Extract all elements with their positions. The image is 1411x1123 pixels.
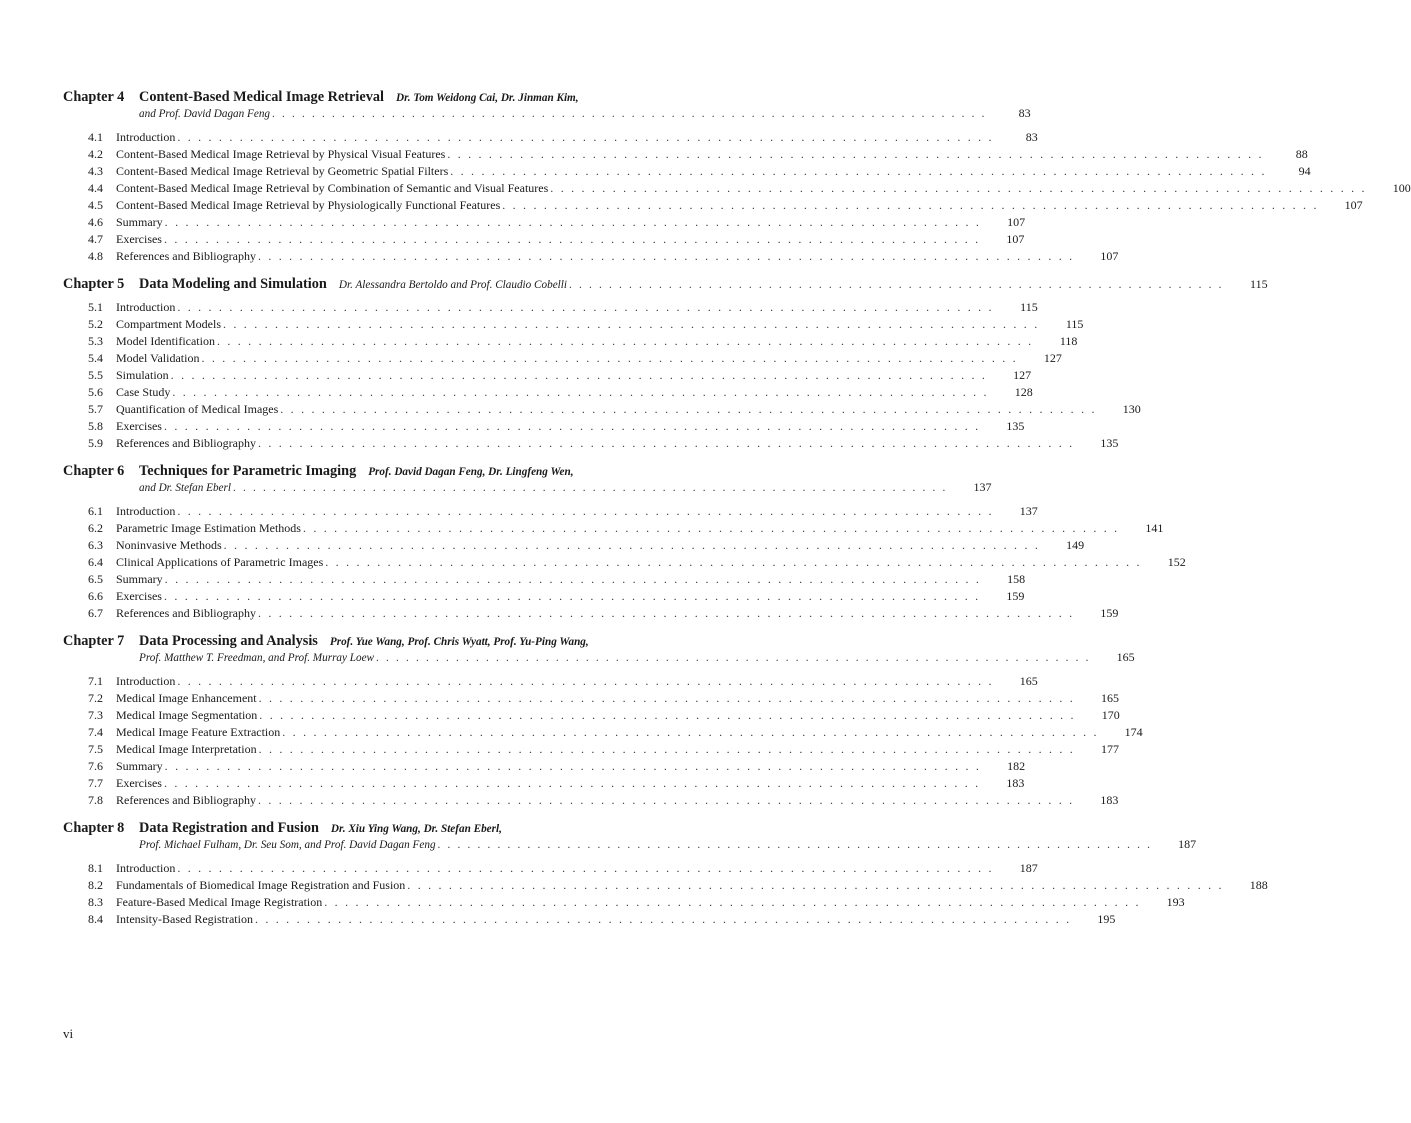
section-number: 4.3 [88, 164, 103, 178]
section-title: References and Bibliography [116, 606, 256, 620]
chapter-authors: Dr. Alessandra Bertoldo and Prof. Claudio Cobelli [338, 279, 567, 291]
toc-entry[interactable] [63, 198, 1363, 215]
dot-leader: . . . . . . . . . . . . . . . . . . . . . . . . . . . . . . . . . . . . . . . . . . . . . . . . . . . . . . . . . . . . . . . . . . . . . . . . . . . . . . . [450, 164, 1267, 178]
dot-leader: . . . . . . . . . . . . . . . . . . . . . . . . . . . . . . . . . . . . . . . . . . . . . . . . . . . . . . . . . . . . . . . . . . . . . . . . . . . . . . . [177, 300, 994, 314]
section-title: Introduction [116, 130, 176, 144]
chapter-label: Chapter 7 [63, 633, 125, 649]
chapter-page: 137 [973, 480, 992, 494]
chapter-8 [63, 820, 1268, 929]
section-title: Noninvasive Methods [116, 538, 222, 552]
section-title: Fundamentals of Biomedical Image Registration and Fusion [116, 878, 406, 892]
section-page: 177 [1101, 742, 1120, 756]
dot-leader: . . . . . . . . . . . . . . . . . . . . . . . . . . . . . . . . . . . . . . . . . . . . . . . . . . . . . . . . . . . . . . . . . . . . . . . . [272, 108, 987, 120]
section-page: 135 [1006, 419, 1025, 433]
section-number: 8.1 [88, 861, 103, 875]
dot-leader: . . . . . . . . . . . . . . . . . . . . . . . . . . . . . . . . . . . . . . . . . . . . . . . . . . . . . . . . . . . . . . . . . . . . . . . . . . . . . . . [259, 708, 1076, 722]
section-page: 170 [1101, 708, 1120, 722]
section-title: Introduction [116, 504, 176, 518]
dot-leader: . . . . . . . . . . . . . . . . . . . . . . . . . . . . . . . . . . . . . . . . . . . . . . . . . . . . . . . . . . . . . . . . . . . . . . . . . . . . . . . [502, 198, 1319, 212]
chapter-7 [63, 633, 1143, 810]
section-title: Exercises [116, 589, 162, 603]
section-title: Content-Based Medical Image Retrieval by Physiologically Functional Features [116, 198, 501, 212]
chapter-heading [63, 89, 753, 106]
section-title: Case Study [116, 385, 171, 399]
dot-leader: . . . . . . . . . . . . . . . . . . . . . . . . . . . . . . . . . . . . . . . . . . . . . . . . . . . . . . . . . . . . . . . . . . . . . . . . [232, 482, 948, 494]
section-page: 107 [1007, 215, 1026, 229]
section-page: 159 [1100, 606, 1119, 620]
section-title: Summary [116, 759, 163, 773]
dot-leader: . . . . . . . . . . . . . . . . . . . . . . . . . . . . . . . . . . . . . . . . . . . . . . . . . . . . . . . . . . . . . . . . . . . . . . . . . . . . . . . [257, 793, 1075, 807]
section-title: Medical Image Feature Extraction [116, 725, 281, 739]
chapter-label: Chapter 6 [63, 463, 125, 479]
toc-entry[interactable] [63, 164, 1311, 181]
toc-entry[interactable] [63, 878, 1268, 895]
section-title: Model Identification [116, 334, 215, 348]
toc-entry[interactable] [63, 232, 1025, 249]
chapter-title: Data Registration and Fusion Dr. Xiu Ying Wang, Dr. Stefan Eberl, [139, 820, 502, 836]
dot-leader: . . . . . . . . . . . . . . . . . . . . . . . . . . . . . . . . . . . . . . . . . . . . . . . . . . . . . . . . . . . . . . . . . . . . . . . . [376, 652, 1091, 664]
dot-leader: . . . . . . . . . . . . . . . . . . . . . . . . . . . . . . . . . . . . . . . . . . . . . . . . . . . . . . . . . . . . . . . . . . . . . . . . . . . . . . . [257, 436, 1075, 450]
chapter-page: 165 [1116, 650, 1135, 664]
section-number: 8.2 [88, 878, 103, 892]
dot-leader: . . . . . . . . . . . . . . . . . . . . . . . . . . . . . . . . . . . . . . . . . . . . . . . . . . . . . . . . . . . . . . . . . . . . . . . . . . . . . . . [177, 130, 994, 144]
section-number: 5.1 [88, 300, 103, 314]
dot-leader: . . . . . . . . . . . . . . . . . . . . . . . . . . . . . . . . . . . . . . . . . . . . . . . . . . . . . . . . . . . . . . . . . . . . . . . . . . . . . . . [164, 572, 982, 586]
section-page: 107 [1344, 198, 1363, 212]
toc-entry[interactable] [63, 912, 1116, 929]
toc-entry[interactable] [63, 351, 1062, 368]
section-number: 4.8 [88, 249, 103, 263]
section-page: 127 [1013, 368, 1032, 382]
section-number: 4.5 [88, 198, 103, 212]
dot-leader: . . . . . . . . . . . . . . . . . . . . . . . . . . . . . . . . . . . . . . . . . . . . . . . . . . . . . . . . . . . . . . . . . . . . . . . . . . . . . . . [170, 368, 988, 382]
dot-leader: . . . . . . . . . . . . . . . . . . . . . . . . . . . . . . . . . . . . . . . . . . . . . . . . . . . . . . . . . . . . . . . . . . . . . . . . . . . . . . . [407, 878, 1224, 892]
dot-leader: . . . . . . . . . . . . . . . . . . . . . . . . . . . . . . . . . . . . . . . . . . . . . . . . . . . . . . . . . . . . . . . . . . . . . . . . . . . . . . . [163, 419, 981, 433]
toc-entry[interactable] [63, 691, 1120, 708]
section-page: 94 [1298, 164, 1311, 178]
dot-leader: . . . . . . . . . . . . . . . . . . . . . . . . . . . . . . . . . . . . . . . . . . . . . . . . . . . . . . . . . . . . . . . . . . . . . . . . . . . . . . . [258, 742, 1076, 756]
toc-entry[interactable] [63, 436, 1119, 453]
chapter-6 [63, 463, 1186, 623]
dot-leader: . . . . . . . . . . . . . . . . . . . . . . . . . . . . . . . . . . . . . . . . . . . . . . . . . . . . . . . . . . . . . . . . . . . . . . . . . . . . . . . [254, 912, 1072, 926]
section-title: Introduction [116, 674, 176, 688]
section-page: 128 [1014, 385, 1033, 399]
section-title: Parametric Image Estimation Methods [116, 521, 301, 535]
section-number: 6.1 [88, 504, 103, 518]
section-number: 4.6 [88, 215, 103, 229]
dot-leader: . . . . . . . . . . . . . . . . . . . . . . . . . . . . . . . . . . . . . . . . . . . . . . . . . . . . . . . . . . . . . . . . . . [569, 279, 1224, 291]
section-list [63, 130, 1411, 266]
section-title: Exercises [116, 232, 162, 246]
section-page: 188 [1249, 878, 1268, 892]
section-number: 8.4 [88, 912, 103, 926]
toc-entry[interactable] [63, 130, 1038, 147]
toc-entry[interactable] [63, 759, 1026, 776]
toc-entry[interactable] [63, 368, 1032, 385]
section-title: References and Bibliography [116, 436, 256, 450]
toc-entry[interactable] [63, 861, 1038, 878]
dot-leader: . . . . . . . . . . . . . . . . . . . . . . . . . . . . . . . . . . . . . . . . . . . . . . . . . . . . . . . . . . . . . . . . . . . . . . . . . . . . . . . [177, 674, 994, 688]
dot-leader: . . . . . . . . . . . . . . . . . . . . . . . . . . . . . . . . . . . . . . . . . . . . . . . . . . . . . . . . . . . . . . . . . . . . . . . . . . . . . . . [163, 232, 981, 246]
chapter-page: 187 [1178, 837, 1197, 851]
section-number: 7.5 [88, 742, 103, 756]
section-number: 6.7 [88, 606, 103, 620]
chapter-label: Chapter 8 [63, 820, 125, 836]
section-number: 6.2 [88, 521, 103, 535]
chapter-authors-cont: Prof. Michael Fulham, Dr. Seu Som, and Prof. David Dagan Feng [139, 839, 436, 851]
section-page: 83 [1025, 130, 1038, 144]
section-page: 107 [1100, 249, 1119, 263]
toc-entry[interactable] [63, 725, 1143, 742]
toc-entry[interactable] [63, 215, 1026, 232]
section-page: 152 [1167, 555, 1186, 569]
section-title: Medical Image Segmentation [116, 708, 258, 722]
section-number: 6.4 [88, 555, 103, 569]
section-page: 149 [1066, 538, 1085, 552]
section-number: 5.5 [88, 368, 103, 382]
chapter-authors: Prof. Yue Wang, Prof. Chris Wyatt, Prof. Yu-Ping Wang, [329, 636, 589, 648]
section-page: 165 [1101, 691, 1120, 705]
chapter-authors-line [139, 480, 992, 497]
section-page: 115 [1020, 300, 1038, 314]
section-title: Clinical Applications of Parametric Images [116, 555, 324, 569]
section-title: Medical Image Interpretation [116, 742, 257, 756]
chapter-title: Content-Based Medical Image Retrieval Dr. Tom Weidong Cai, Dr. Jinman Kim, [139, 89, 579, 105]
dot-leader: . . . . . . . . . . . . . . . . . . . . . . . . . . . . . . . . . . . . . . . . . . . . . . . . . . . . . . . . . . . . . . . . . . . . . . . . . . . . . . . [550, 181, 1367, 195]
toc-entry[interactable] [63, 793, 1119, 810]
section-title: Exercises [116, 776, 162, 790]
toc-entry[interactable] [63, 385, 1033, 402]
section-list [63, 674, 1143, 810]
chapter-page: 83 [1018, 106, 1031, 120]
dot-leader: . . . . . . . . . . . . . . . . . . . . . . . . . . . . . . . . . . . . . . . . . . . . . . . . . . . . . . . . . . . . . . . . . . . . . . . . . . . . . . . [223, 317, 1040, 331]
section-number: 7.2 [88, 691, 103, 705]
toc-entry[interactable] [63, 708, 1120, 725]
toc-entry[interactable] [63, 538, 1085, 555]
section-title: Content-Based Medical Image Retrieval by Combination of Semantic and Visual Features [116, 181, 549, 195]
dot-leader: . . . . . . . . . . . . . . . . . . . . . . . . . . . . . . . . . . . . . . . . . . . . . . . . . . . . . . . . . . . . . . . . . . . . . . . . . . . . . . . [164, 215, 982, 229]
section-page: 88 [1295, 147, 1308, 161]
section-number: 7.6 [88, 759, 103, 773]
section-number: 5.3 [88, 334, 103, 348]
section-number: 7.8 [88, 793, 103, 807]
section-list [63, 300, 1141, 453]
chapter-authors: Prof. David Dagan Feng, Dr. Lingfeng Wen, [368, 466, 574, 478]
section-number: 7.4 [88, 725, 103, 739]
section-number: 4.2 [88, 147, 103, 161]
chapter-authors-cont: and Dr. Stefan Eberl [139, 482, 231, 494]
section-number: 6.5 [88, 572, 103, 586]
toc-entry[interactable] [63, 674, 1038, 691]
dot-leader: . . . . . . . . . . . . . . . . . . . . . . . . . . . . . . . . . . . . . . . . . . . . . . . . . . . . . . . . . . . . . . . . . . . . . . . . . . . . . . . [280, 402, 1097, 416]
section-title: Model Validation [116, 351, 200, 365]
dot-leader: . . . . . . . . . . . . . . . . . . . . . . . . . . . . . . . . . . . . . . . . . . . . . . . . . . . . . . . . . . . . . . . . . . . . . . . . . . . . . . . [257, 249, 1075, 263]
section-page: 165 [1019, 674, 1038, 688]
toc-entry[interactable] [63, 249, 1119, 266]
section-title: Content-Based Medical Image Retrieval by Physical Visual Features [116, 147, 446, 161]
section-title: Summary [116, 572, 163, 586]
toc-entry[interactable] [63, 606, 1119, 623]
chapter-authors-line [139, 650, 1135, 667]
section-number: 5.2 [88, 317, 103, 331]
dot-leader: . . . . . . . . . . . . . . . . . . . . . . . . . . . . . . . . . . . . . . . . . . . . . . . . . . . . . . . . . . . . . . . . . . . . . . . . . . . . . . . [223, 538, 1041, 552]
section-number: 6.3 [88, 538, 103, 552]
section-page: 158 [1007, 572, 1026, 586]
toc-entry[interactable] [63, 147, 1308, 164]
dot-leader: . . . . . . . . . . . . . . . . . . . . . . . . . . . . . . . . . . . . . . . . . . . . . . . . . . . . . . . . . . . . . . . . . . . . . . . . . . . . . . . [257, 606, 1075, 620]
chapter-authors-cont: and Prof. David Dagan Feng [139, 108, 271, 120]
chapter-5 [63, 276, 1268, 453]
chapter-authors: Dr. Xiu Ying Wang, Dr. Stefan Eberl, [330, 823, 502, 835]
dot-leader: . . . . . . . . . . . . . . . . . . . . . . . . . . . . . . . . . . . . . . . . . . . . . . . . . . . . . . . . . . . . . . . . . . . . . . . . . . . . . . . [163, 589, 981, 603]
section-number: 7.1 [88, 674, 103, 688]
section-list [63, 861, 1268, 929]
section-page: 182 [1007, 759, 1026, 773]
section-title: Content-Based Medical Image Retrieval by Geometric Spatial Filters [116, 164, 449, 178]
dot-leader: . . . . . . . . . . . . . . . . . . . . . . . . . . . . . . . . . . . . . . . . . . . . . . . . . . . . . . . . . . . . . . . . . . . . . . . . [437, 839, 1153, 851]
section-page: 130 [1122, 402, 1141, 416]
section-page: 127 [1043, 351, 1062, 365]
chapter-heading [63, 820, 753, 837]
dot-leader: . . . . . . . . . . . . . . . . . . . . . . . . . . . . . . . . . . . . . . . . . . . . . . . . . . . . . . . . . . . . . . . . . . . . . . . . . . . . . . . [447, 147, 1264, 161]
dot-leader: . . . . . . . . . . . . . . . . . . . . . . . . . . . . . . . . . . . . . . . . . . . . . . . . . . . . . . . . . . . . . . . . . . . . . . . . . . . . . . . [172, 385, 989, 399]
toc-entry[interactable] [63, 317, 1084, 334]
section-title: Summary [116, 215, 163, 229]
dot-leader: . . . . . . . . . . . . . . . . . . . . . . . . . . . . . . . . . . . . . . . . . . . . . . . . . . . . . . . . . . . . . . . . . . . . . . . . . . . . . . . [258, 691, 1076, 705]
dot-leader: . . . . . . . . . . . . . . . . . . . . . . . . . . . . . . . . . . . . . . . . . . . . . . . . . . . . . . . . . . . . . . . . . . . . . . . . . . . . . . . [177, 861, 994, 875]
dot-leader: . . . . . . . . . . . . . . . . . . . . . . . . . . . . . . . . . . . . . . . . . . . . . . . . . . . . . . . . . . . . . . . . . . . . . . . . . . . . . . . [324, 895, 1141, 909]
section-title: Simulation [116, 368, 169, 382]
chapter-authors-line [139, 837, 1197, 854]
section-title: References and Bibliography [116, 249, 256, 263]
section-page: 100 [1392, 181, 1411, 195]
chapter-page: 115 [1250, 277, 1268, 291]
section-page: 107 [1006, 232, 1025, 246]
section-page: 195 [1097, 912, 1116, 926]
toc-entry[interactable] [63, 895, 1185, 912]
section-number: 6.6 [88, 589, 103, 603]
section-page: 118 [1059, 334, 1078, 348]
section-page: 159 [1006, 589, 1025, 603]
chapter-heading [63, 463, 753, 480]
page-number: vi [63, 1026, 74, 1041]
section-page: 135 [1100, 436, 1119, 450]
chapter-authors: Dr. Tom Weidong Cai, Dr. Jinman Kim, [395, 92, 579, 104]
chapter-label: Chapter 4 [63, 89, 125, 105]
section-title: Feature-Based Medical Image Registration [116, 895, 323, 909]
section-number: 7.7 [88, 776, 103, 790]
section-number: 5.4 [88, 351, 103, 365]
section-page: 193 [1166, 895, 1185, 909]
dot-leader: . . . . . . . . . . . . . . . . . . . . . . . . . . . . . . . . . . . . . . . . . . . . . . . . . . . . . . . . . . . . . . . . . . . . . . . . . . . . . . . [177, 504, 994, 518]
section-page: 115 [1065, 317, 1084, 331]
section-number: 7.3 [88, 708, 103, 722]
section-title: Introduction [116, 861, 176, 875]
chapter-label: Chapter 5 [63, 276, 125, 292]
dot-leader: . . . . . . . . . . . . . . . . . . . . . . . . . . . . . . . . . . . . . . . . . . . . . . . . . . . . . . . . . . . . . . . . . . . . . . . . . . . . . . . [216, 334, 1034, 348]
section-number: 4.1 [88, 130, 103, 144]
section-title: Exercises [116, 419, 162, 433]
section-list [63, 504, 1186, 623]
toc-entry[interactable] [63, 572, 1026, 589]
section-number: 5.6 [88, 385, 103, 399]
section-number: 4.7 [88, 232, 103, 246]
table-of-contents [63, 89, 1411, 939]
chapter-title: Data Processing and Analysis Prof. Yue Wang, Prof. Chris Wyatt, Prof. Yu-Ping Wang, [139, 633, 589, 649]
section-title: Medical Image Enhancement [116, 691, 257, 705]
toc-entry[interactable] [63, 589, 1025, 606]
toc-entry[interactable] [63, 181, 1411, 198]
dot-leader: . . . . . . . . . . . . . . . . . . . . . . . . . . . . . . . . . . . . . . . . . . . . . . . . . . . . . . . . . . . . . . . . . . . . . . . . . . . . . . . [164, 759, 982, 773]
dot-leader: . . . . . . . . . . . . . . . . . . . . . . . . . . . . . . . . . . . . . . . . . . . . . . . . . . . . . . . . . . . . . . . . . . . . . . . . . . . . . . . [302, 521, 1120, 535]
section-page: 183 [1100, 793, 1119, 807]
section-number: 4.4 [88, 181, 103, 195]
dot-leader: . . . . . . . . . . . . . . . . . . . . . . . . . . . . . . . . . . . . . . . . . . . . . . . . . . . . . . . . . . . . . . . . . . . . . . . . . . . . . . . [282, 725, 1099, 739]
chapter-title: Techniques for Parametric Imaging Prof. David Dagan Feng, Dr. Lingfeng Wen, [139, 463, 574, 479]
section-number: 8.3 [88, 895, 103, 909]
section-number: 5.8 [88, 419, 103, 433]
chapter-heading [63, 276, 1268, 293]
section-page: 141 [1145, 521, 1164, 535]
section-title: References and Bibliography [116, 793, 256, 807]
toc-entry[interactable] [63, 334, 1078, 351]
chapter-authors-cont: Prof. Matthew T. Freedman, and Prof. Murray Loew [139, 652, 375, 664]
chapter-4 [63, 89, 1411, 266]
toc-entry[interactable] [63, 555, 1186, 572]
section-number: 5.9 [88, 436, 103, 450]
chapter-authors-line [139, 106, 1031, 123]
toc-entry[interactable] [63, 776, 1025, 793]
section-title: Compartment Models [116, 317, 221, 331]
chapter-title: Data Modeling and Simulation [139, 276, 327, 292]
section-page: 187 [1019, 861, 1038, 875]
section-page: 137 [1019, 504, 1038, 518]
toc-entry[interactable] [63, 742, 1120, 759]
dot-leader: . . . . . . . . . . . . . . . . . . . . . . . . . . . . . . . . . . . . . . . . . . . . . . . . . . . . . . . . . . . . . . . . . . . . . . . . . . . . . . . [325, 555, 1142, 569]
section-title: Quantification of Medical Images [116, 402, 279, 416]
dot-leader: . . . . . . . . . . . . . . . . . . . . . . . . . . . . . . . . . . . . . . . . . . . . . . . . . . . . . . . . . . . . . . . . . . . . . . . . . . . . . . . [201, 351, 1018, 365]
section-number: 5.7 [88, 402, 103, 416]
section-page: 183 [1006, 776, 1025, 790]
toc-entry[interactable] [63, 419, 1025, 436]
section-title: Intensity-Based Registration [116, 912, 253, 926]
toc-entry[interactable] [63, 300, 1038, 317]
toc-entry[interactable] [63, 504, 1038, 521]
section-title: Introduction [116, 300, 176, 314]
dot-leader: . . . . . . . . . . . . . . . . . . . . . . . . . . . . . . . . . . . . . . . . . . . . . . . . . . . . . . . . . . . . . . . . . . . . . . . . . . . . . . . [163, 776, 981, 790]
toc-entry[interactable] [63, 521, 1164, 538]
chapter-heading [63, 633, 753, 650]
section-page: 174 [1124, 725, 1143, 739]
toc-entry[interactable] [63, 402, 1141, 419]
